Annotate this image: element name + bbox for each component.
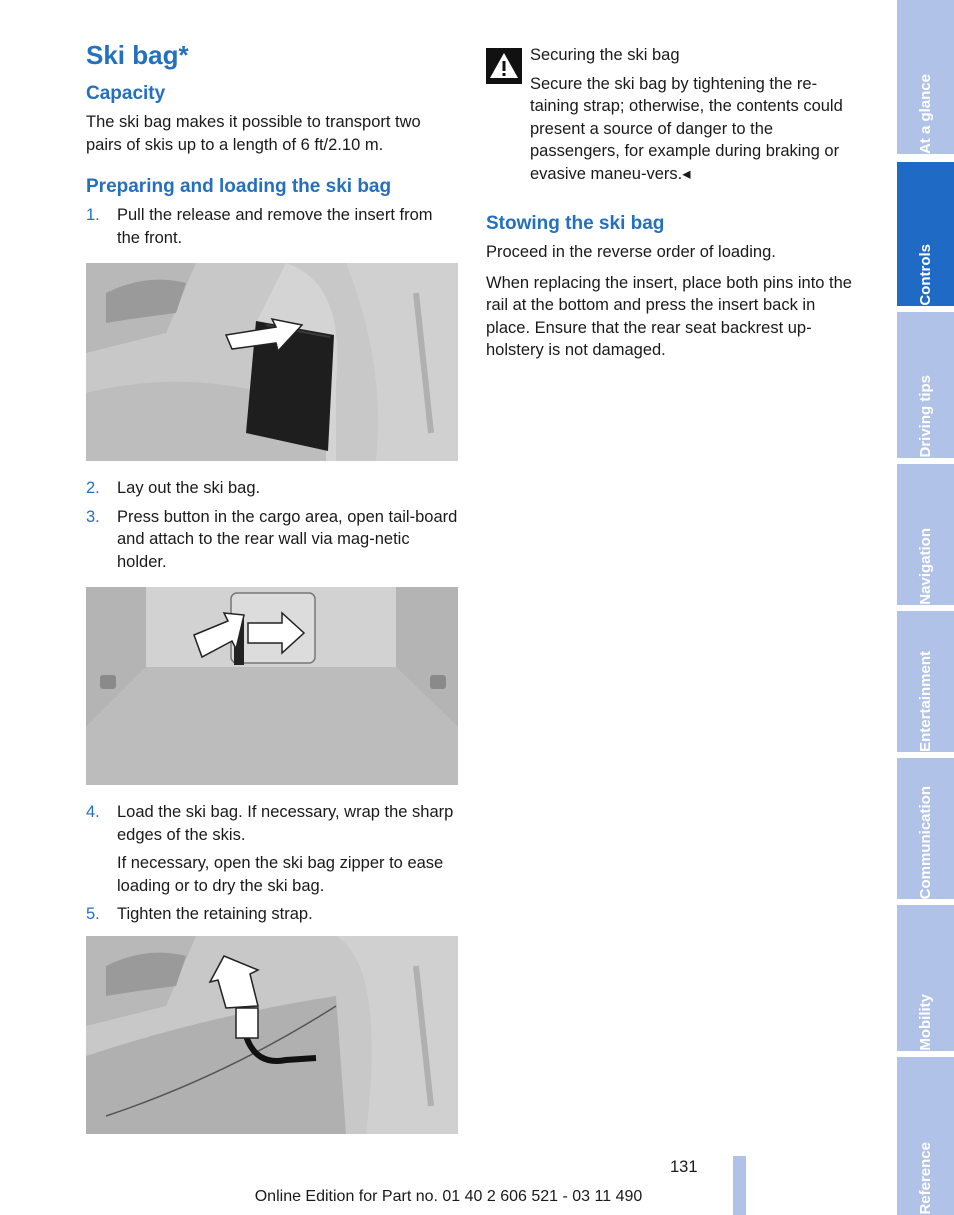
chapter-tabs [897,0,954,1215]
tab-navigation[interactable] [897,464,954,605]
step-text: Load the ski bag. If necessary, wrap the sharp edges of the skis. [117,803,454,844]
tab-label: Controls [917,244,934,306]
preparing-heading: Preparing and loading the ski bag [86,176,392,197]
steps-list-c [86,801,458,926]
steps-list-a [86,204,458,249]
footer-text: Online Edition for Part no. 01 40 2 606 521 - 03 11 490 [254,1188,643,1205]
page-number: 131 [670,1158,698,1176]
step-4-note: If necessary, open the ski bag zipper to ease loading or to dry the ski bag. [117,854,444,895]
right-column [486,44,856,370]
step-number: 3. [86,507,100,526]
step-number: 1. [86,206,100,224]
warning-box [486,44,856,185]
tab-mobility[interactable] [897,905,954,1051]
tab-communication[interactable] [897,758,954,899]
left-column [86,40,458,1150]
step-2 [86,477,458,500]
tab-driving-tips[interactable] [897,312,954,458]
step-text: Pull the release and remove the insert from the front. [117,206,433,247]
tab-at-a-glance[interactable] [897,0,954,154]
stowing-text-1: Proceed in the reverse order of loading. [486,243,776,261]
tab-reference[interactable] [897,1057,954,1215]
tab-controls[interactable] [897,162,954,306]
capacity-text: The ski bag makes it possible to transport two pairs of skis up to a length of 6 ft/2.10 m. [86,113,421,154]
warning-text: Secure the ski bag by tightening the re-taining strap; otherwise, the contents could present a source of danger to the passengers, for example during braking or evasive maneu-vers.◂ [530,74,843,183]
stowing-heading: Stowing the ski bag [486,213,665,234]
step-5 [86,903,458,926]
step-number: 5. [86,905,100,923]
tab-label: Driving tips [917,375,934,458]
tab-entertainment[interactable] [897,611,954,752]
step-text: Press button in the cargo area, open tail-board and attach to the rear wall via mag-netic holder. [117,507,458,571]
figure-cargo-area [86,587,458,785]
tab-label: At a glance [917,73,934,154]
tab-label: Navigation [917,528,934,605]
step-text: Tighten the retaining strap. [117,905,313,923]
figure-remove-insert [86,263,458,461]
step-3 [86,506,458,574]
page-marker-bar [733,1156,746,1215]
step-1 [86,204,458,249]
step-number: 4. [86,803,100,821]
tab-label: Reference [917,1142,934,1215]
steps-list-b [86,477,458,573]
capacity-heading: Capacity [86,83,166,104]
tab-label: Communication [917,785,934,899]
step-number: 2. [86,479,100,497]
tab-label: Mobility [917,994,934,1051]
step-text: Lay out the ski bag. [117,479,261,497]
warning-icon [486,48,522,84]
warning-title: Securing the ski bag [530,46,680,64]
stowing-text-2: When replacing the insert, place both pins into the rail at the bottom and press the insert back in place. Ensure that the rear seat backrest up-holstery is not damaged. [486,273,852,359]
tab-label: Entertainment [917,651,934,752]
figure-retaining-strap [86,936,458,1134]
page-title: Ski bag* [86,40,189,70]
step-4 [86,801,458,897]
